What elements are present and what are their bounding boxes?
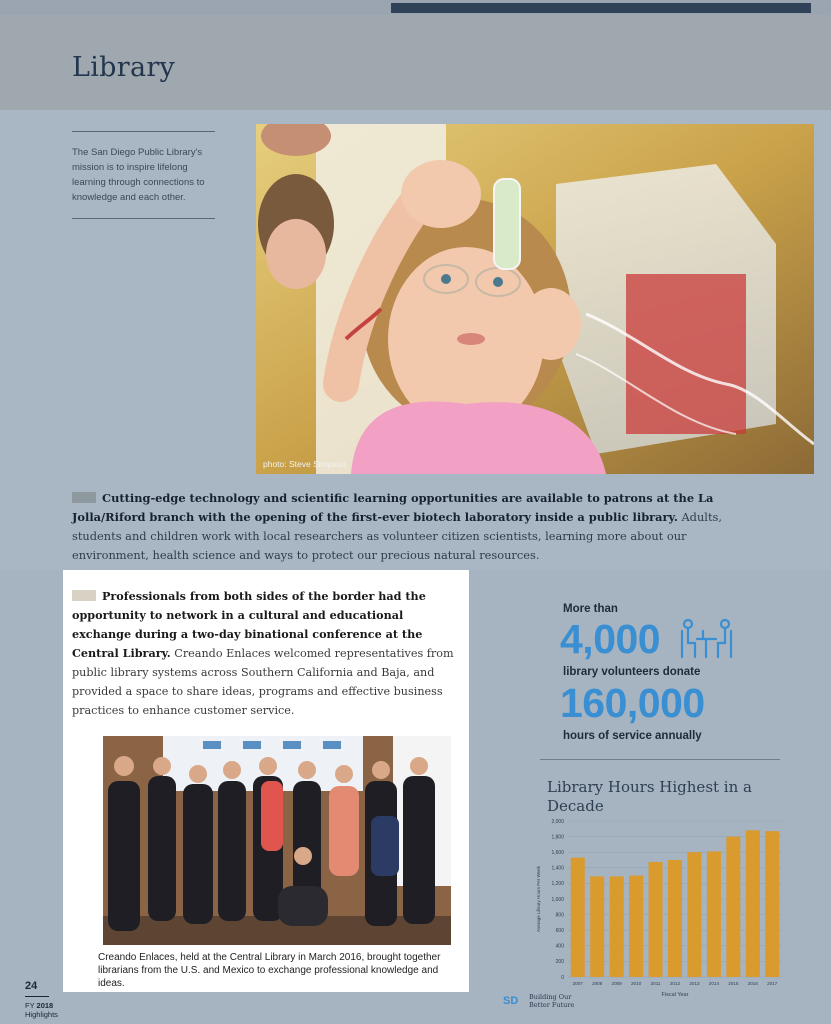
report-label-suffix: Highlights <box>25 1010 58 1019</box>
group-photo <box>103 736 451 945</box>
sd-logo-text: SD <box>503 995 519 1007</box>
hero-photo <box>256 124 814 474</box>
chart-x-tick-label: 2010 <box>630 981 642 986</box>
chart-bar-2010 <box>629 876 643 977</box>
conference-paragraph-bold: Professionals from both sides of the border had the opportunity to network in a cultural and educational exchange during a two-day binational conference at the Central Library. <box>72 589 426 660</box>
stat-volunteers-label: library volunteers donate <box>563 666 701 678</box>
group-photo-caption: Creando Enlaces, held at the Central Library in March 2016, brought together librarians from the U.S. and Mexico to exchange professional knowledge and ideas. <box>98 952 441 989</box>
lead-paragraph-bold: Cutting-edge technology and scientific learning opportunities are available to patrons at the La Jolla/Riford branch with the opening of the first-ever biotech laboratory inside a public library. <box>72 491 714 524</box>
photo-credit: photo: Steve Simpson <box>263 459 347 469</box>
chart-x-tick-label: 2015 <box>728 981 739 986</box>
chart-y-tick-label: 1,600 <box>551 850 564 856</box>
stat-hours-label: hours of service annually <box>563 730 702 742</box>
mission-top-rule <box>72 131 215 132</box>
chart-y-tick-label: 1,400 <box>551 865 564 872</box>
chart-y-axis-label: Average Library Hours Per Week <box>536 866 541 932</box>
chart-y-tick-label: 400 <box>555 943 564 950</box>
section-marker <box>72 590 96 601</box>
chart-x-tick-label: 2008 <box>592 981 603 986</box>
chart-bar-2016 <box>746 830 760 977</box>
chart-x-tick-label: 2009 <box>611 981 622 986</box>
chart-x-tick-label: 2007 <box>572 981 583 986</box>
chart-x-tick-label: 2011 <box>650 981 661 986</box>
chart-bar-2015 <box>726 837 740 977</box>
chart-bar-2009 <box>610 876 624 977</box>
chart-y-tick-labels <box>551 819 564 981</box>
chart-x-axis-label: Fiscal Year <box>661 992 689 998</box>
stat-hours-value: 160,000 <box>560 680 705 726</box>
chart-y-tick-label: 2,000 <box>551 818 564 825</box>
report-label-prefix: FY <box>25 1001 35 1010</box>
top-bar-accent <box>391 3 811 13</box>
chart-bar-2017 <box>765 831 779 977</box>
chart-title: Library Hours Highest in a Decade <box>547 778 752 815</box>
chart-x-tick-label: 2013 <box>689 981 700 986</box>
chart-bar-2013 <box>687 852 701 977</box>
chart-y-tick-label: 800 <box>555 912 564 919</box>
chart-bar-2012 <box>668 860 682 977</box>
page-number: 24 <box>25 980 38 992</box>
stat-more-than: More than <box>563 603 618 615</box>
sd-tagline-line-1: Building Our <box>529 993 572 1001</box>
chart-y-tick-label: 1,000 <box>551 896 564 903</box>
chart-x-tick-label: 2017 <box>767 981 778 986</box>
chart-x-tick-label: 2014 <box>708 981 720 986</box>
library-hours-chart <box>530 815 788 1005</box>
chart-x-tick-labels <box>573 981 778 986</box>
chart-x-tick-label: 2016 <box>747 981 758 986</box>
stat-volunteers-value: 4,000 <box>560 616 661 662</box>
conference-paragraph-rest: Creando Enlaces welcomed representatives from public library systems across Southern California and Baja, and provided a space to share ideas, programs and effective business practices to enhance customer service. <box>72 647 454 717</box>
chart-bar-2011 <box>649 862 663 977</box>
section-marker <box>72 492 96 503</box>
chart-bar-2008 <box>590 876 604 977</box>
conference-paragraph <box>72 587 462 720</box>
chart-top-rule <box>540 759 780 760</box>
report-label <box>25 1001 58 1019</box>
volunteers-icon <box>679 617 735 661</box>
sd-tagline <box>529 994 574 1009</box>
mission-statement: The San Diego Public Library's mission is to inspire lifelong learning through connections to knowledge and each other. <box>72 147 205 203</box>
report-label-year: 2018 <box>36 1001 54 1010</box>
chart-y-tick-label: 600 <box>555 928 564 934</box>
chart-y-tick-label: 1,200 <box>551 881 564 888</box>
chart-x-tick-label: 2012 <box>669 981 681 986</box>
page-title: Library <box>72 52 176 83</box>
chart-y-tick-label: 200 <box>555 959 564 966</box>
lead-paragraph <box>72 489 752 565</box>
chart-bar-2007 <box>571 858 585 977</box>
chart-y-tick-label: 1,800 <box>551 834 564 841</box>
chart-bar-2014 <box>707 851 721 977</box>
mission-bottom-rule <box>72 218 215 219</box>
chart-y-tick-label: 0 <box>561 974 564 981</box>
sd-logo <box>503 993 525 1007</box>
lead-paragraph-rest: Adults, students and children work with local researchers as volunteer citizen scientists, learning more about our environment, health science and ways to protect our precious natural resources. <box>72 510 722 562</box>
page-number-rule <box>25 996 49 997</box>
top-bar <box>0 0 831 15</box>
sd-tagline-line-2: Better Future <box>529 1000 575 1009</box>
